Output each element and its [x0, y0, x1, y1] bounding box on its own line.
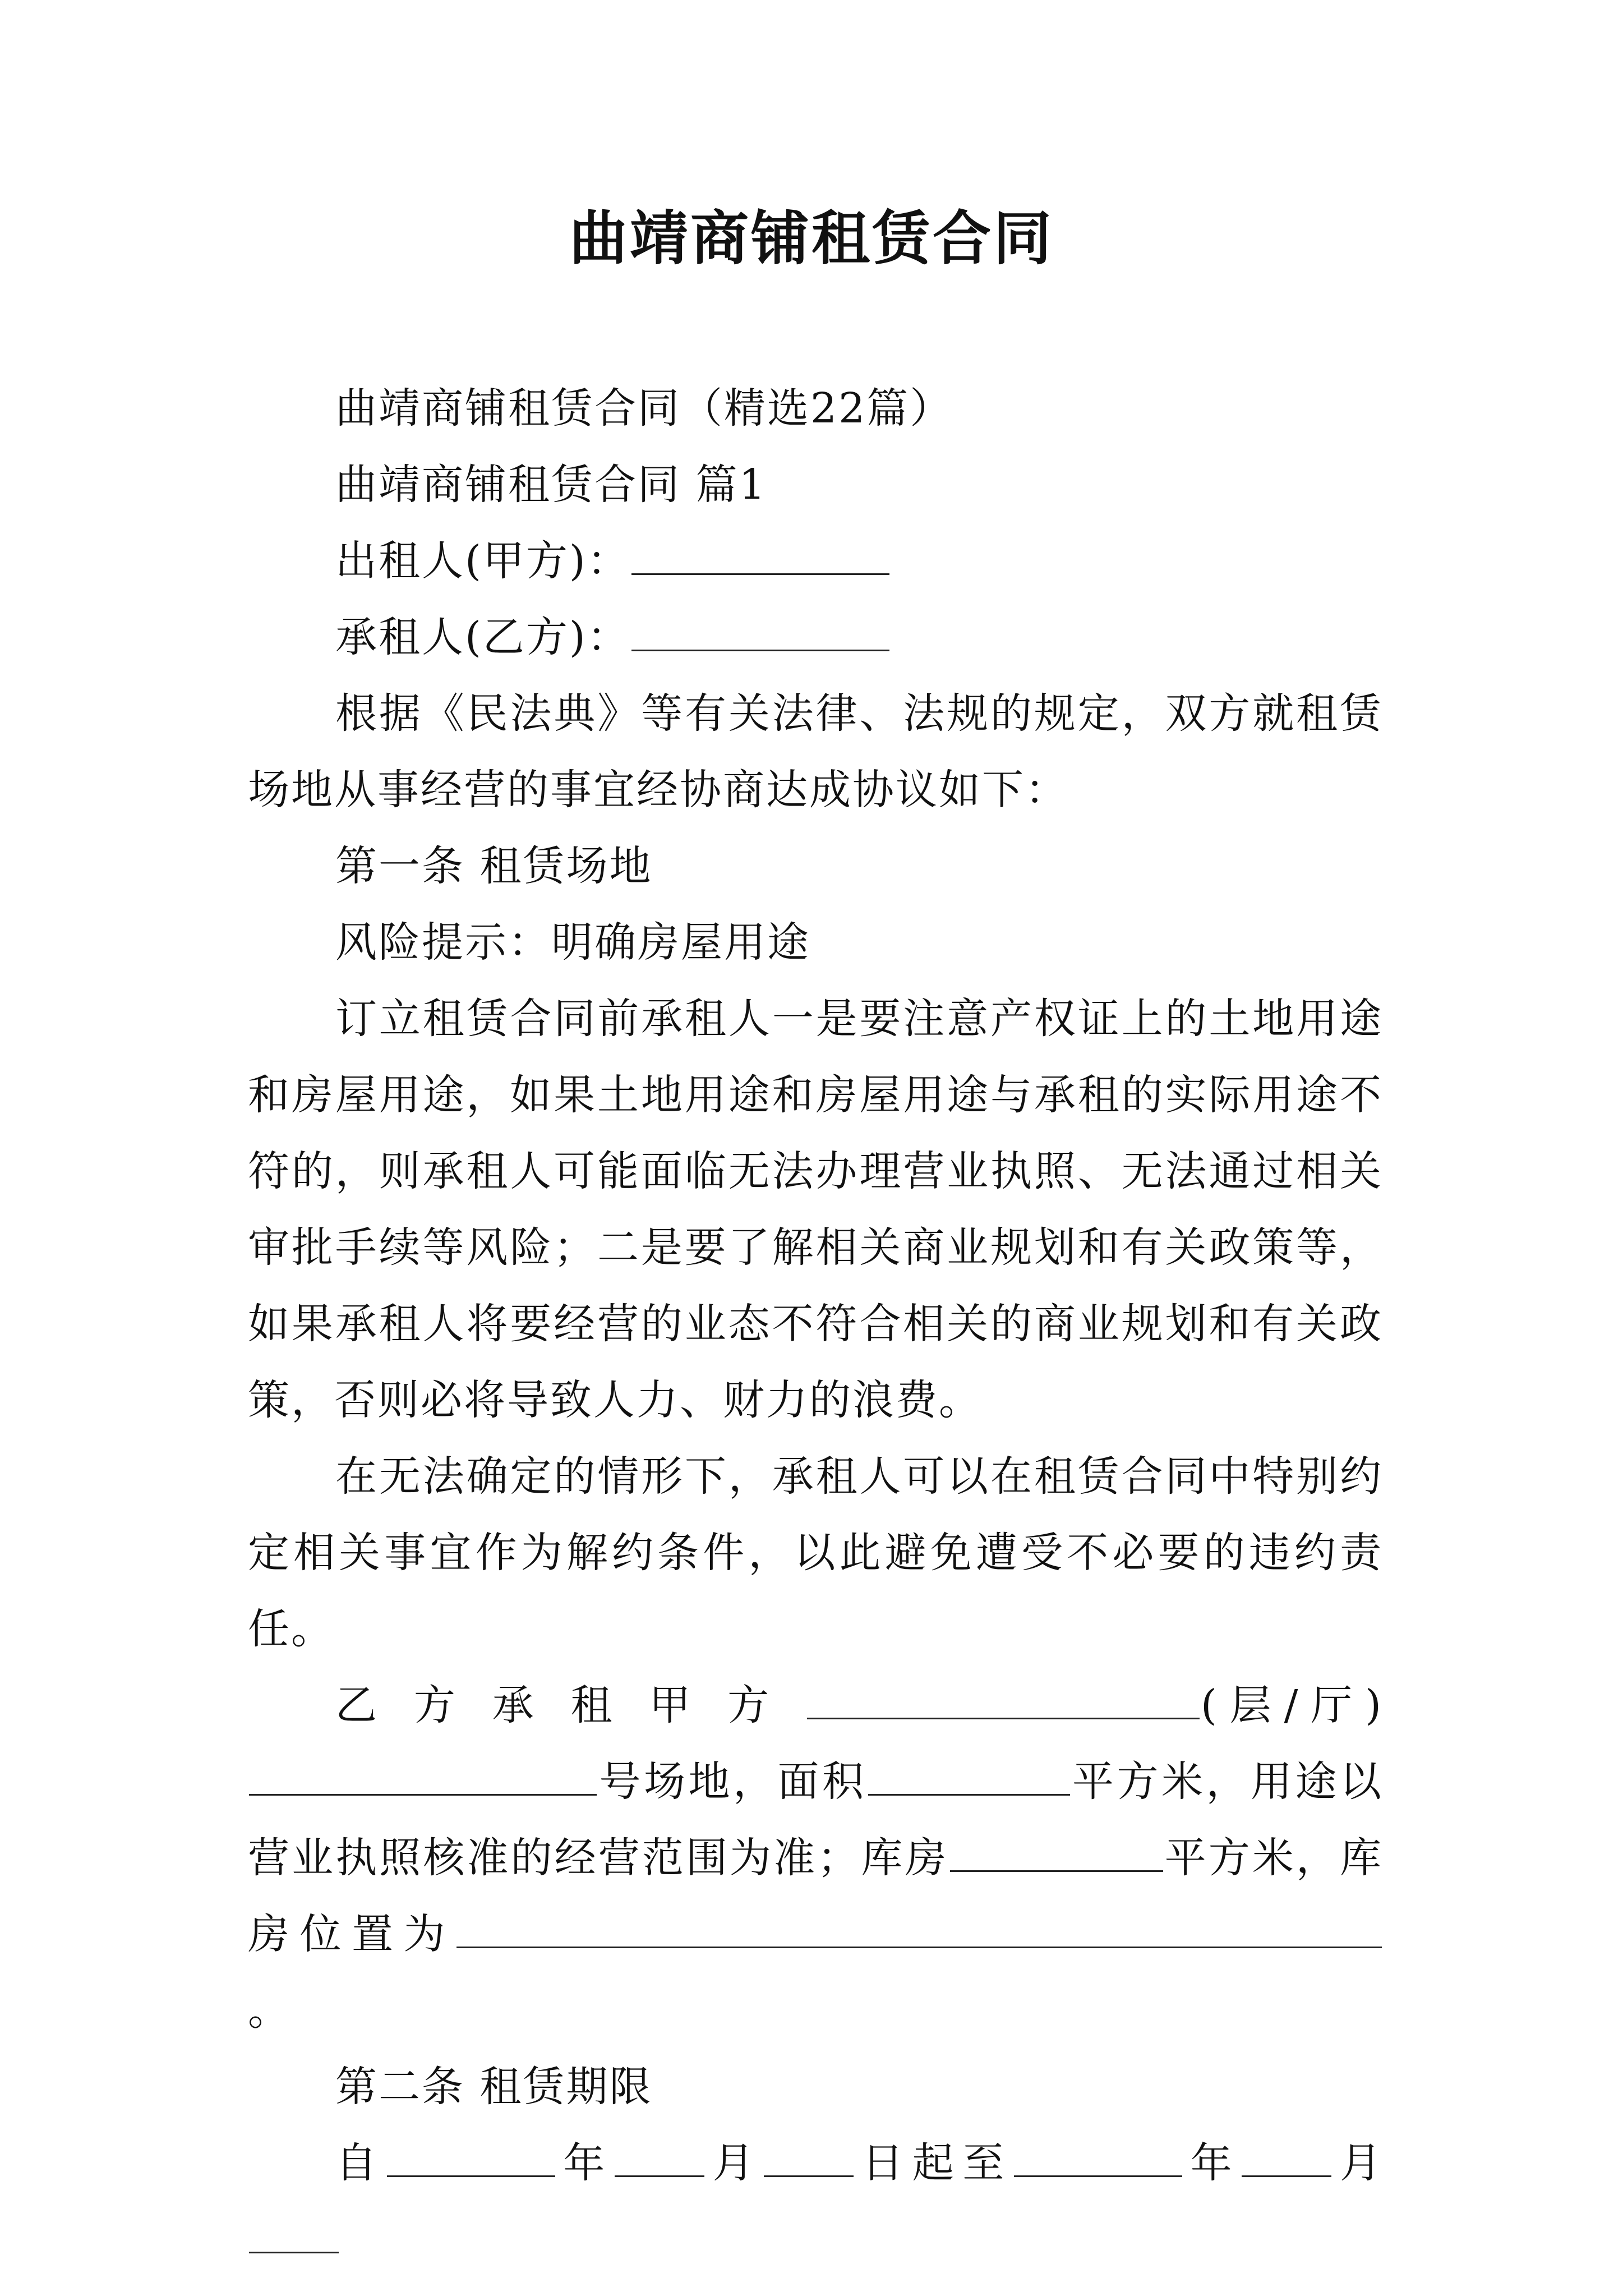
risk-paragraph: 订立租赁合同前承租人一是要注意产权证上的土地用途和房屋用途，如果土地用途和房屋用途与承租的实际用途不符的，则承租人可能面临无法办理营业执照、无法通过相关审批手续等风险；二是要了解相关商业规划和有关政策等，如果承租人将要经营的业态不符合相关的商业规划和有关政策，否则必将导致人力、财力的浪费。: [248, 995, 1383, 1424]
end-month-blank: [1242, 2143, 1331, 2177]
uncertain-paragraph: 在无法确定的情形下，承租人可以在租赁合同中特别约定相关事宜作为解约条件，以此避免遭受不必要的违约责任。: [248, 1452, 1383, 1653]
start-month-blank: [615, 2143, 704, 2177]
lessor-blank: [631, 541, 889, 575]
lessee-blank: [631, 617, 889, 651]
site-number-blank: [249, 1761, 597, 1796]
start-day-blank: [764, 2143, 854, 2177]
lease-clause-part4: 平方米，用途以营业执照核准的经营范围为准；库房: [248, 1757, 1383, 1882]
term-month1: 月: [706, 2139, 763, 2187]
end-day-blank: [249, 2219, 339, 2253]
term-day-to: 日起至: [855, 2139, 1013, 2187]
lease-clause-paragraph: [248, 1667, 1383, 2049]
floor-blank: [807, 1685, 1200, 1719]
lease-clause-part6: 。: [248, 1986, 291, 2035]
article2-title: 第二条 租赁期限: [335, 2063, 653, 2111]
lessor-label: 出租人(甲方)：: [335, 537, 630, 585]
document-body: [248, 370, 1383, 2277]
lease-clause-part3: 号场地，面积: [598, 1757, 867, 1806]
subtitle-line: 曲靖商铺租赁合同（精选22篇）: [335, 384, 953, 432]
term-from: 自: [335, 2139, 386, 2187]
risk-tip-line: 风险提示：明确房屋用途: [335, 918, 810, 967]
end-year-blank: [1014, 2143, 1182, 2177]
article1-title: 第一条 租赁场地: [335, 842, 653, 890]
lessor-line: [248, 523, 1383, 599]
lessee-line: [248, 599, 1383, 675]
term-clause-line: [248, 2125, 1383, 2277]
term-year1: 年: [556, 2139, 614, 2187]
preamble-paragraph: 根据《民法典》等有关法律、法规的规定，双方就租赁场地从事经营的事宜经协商达成协议如下：: [248, 689, 1383, 814]
lease-clause-part5: 平方米，库房位置为: [248, 1834, 1384, 1958]
section-title: 曲靖商铺租赁合同 篇1: [335, 461, 767, 509]
area-blank: [868, 1761, 1070, 1796]
document-title: 曲靖商铺租赁合同: [569, 204, 1054, 273]
storeroom-area-blank: [950, 1838, 1163, 1872]
start-year-blank: [387, 2143, 555, 2177]
term-month2: 月: [1332, 2139, 1384, 2187]
storeroom-location-blank: [457, 1914, 1382, 1948]
lease-clause-part1: 乙方承租甲方: [335, 1681, 806, 1729]
term-year2: 年: [1183, 2139, 1241, 2187]
lessee-label: 承租人(乙方)：: [335, 613, 630, 661]
lease-clause-part2: (层/厅): [1201, 1681, 1384, 1729]
